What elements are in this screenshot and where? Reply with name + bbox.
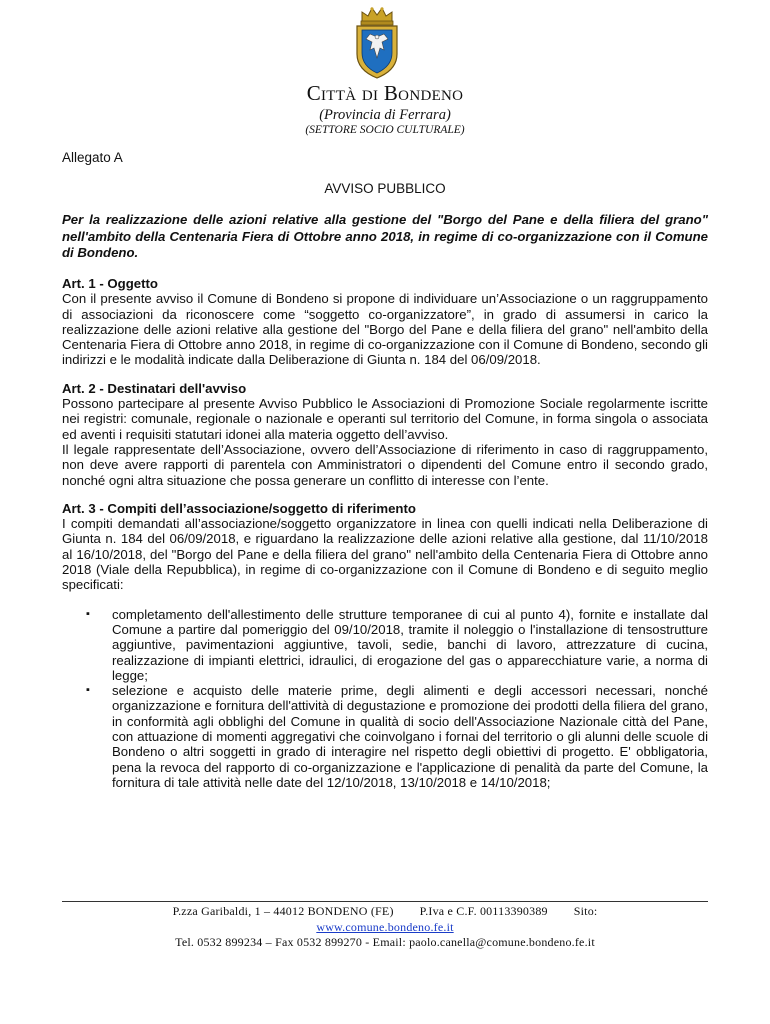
article-heading: Art. 1 - Oggetto <box>62 276 158 291</box>
article-paragraph: Possono partecipare al presente Avviso Pubblico le Associazioni di Promozione Sociale regolarmente iscritte nei registri: comunale, regionale o nazionale e operanti sul territorio del Comune, in forma singola o associata ed aventi i requisiti statutari idonei alla materia oggetto dell’avviso. <box>62 396 708 442</box>
article-paragraph: Il legale rappresentate dell’Associazione, ovvero dell’Associazione di riferimento in caso di raggruppamento, non deve avere rapporti di parentela con Amministratori o dipendenti del Comune entro il secondo grado, nonché ogni altra situazione che possa generare un conflitto di interesse con l’ente. <box>62 441 708 488</box>
article-2 <box>62 381 708 488</box>
document-body <box>62 276 708 803</box>
list-item: ▪ selezione e acquisto delle materie prime, degli alimenti e degli accessori necessari, nonché organizzazione e fornitura dell'attività di degustazione e promozione dei prodotti della filiera del grano, in conformità agli obblighi del Comune in qualità di socio dell'Associazione Nazionale città del Pane, con attuazione di momenti aggregativi che coinvolgano i fornai del territorio o gli alunni delle scuole di Bondeno o altri soggetti in grado di interagire nel rispetto degli obiettivi di progetto. E' obbligatoria, pena la revoca del rapporto di co-organizzazione e l'applicazione di penalità da parte del Comune, la fornitura di tale attività nelle date del 12/10/2018, 13/10/2018 e 14/10/2018; <box>112 683 708 790</box>
footer-site-label: Sito: <box>573 904 598 918</box>
article-3 <box>62 501 708 790</box>
article-paragraph: I compiti demandati all’associazione/soggetto organizzatore in linea con quelli indicati nella Deliberazione di Giunta n. 184 del 06/09/2018, e riguardano la realizzazione delle azioni relative alla gestione, dal 11/10/2018 al 16/10/2018, del "Borgo del Pane e della filiera del grano" nell'ambito della Centenaria Fiera di Ottobre anno 2018 (Viale della Repubblica), in regime di co-organizzazione con il Comune di Bondeno e di seguito meglio specificati: <box>62 516 708 593</box>
task-list <box>62 607 708 791</box>
attachment-label: Allegato A <box>62 150 123 165</box>
footer-vat: P.Iva e C.F. 00113390389 <box>419 904 548 918</box>
article-1 <box>62 276 708 368</box>
document-title: AVVISO PUBBLICO <box>324 181 446 196</box>
sector-name: (SETTORE SOCIO CULTURALE) <box>305 124 465 136</box>
province-name: (Provincia di Ferrara) <box>319 107 451 123</box>
footer-address-line <box>0 904 770 919</box>
article-paragraph: Con il presente avviso il Comune di Bondeno si propone di individuare un’Associazione o un raggruppamento di associazioni da riconoscere come “soggetto co-organizzatore”, in grado di assumersi in carico la realizzazione delle azioni relative alla gestione del "Borgo del Pane e della filiera del grano" nell'ambito della Centenaria Fiera di Ottobre anno 2018, in regime di co-organizzazione con il Comune di Bondeno, secondo gli indirizzi e le modalità indicate dalla Deliberazione di Giunta n. 184 del 06/09/2018. <box>62 291 708 368</box>
coat-of-arms-icon <box>348 6 406 80</box>
list-item: ▪ completamento dell'allestimento delle strutture temporanee di cui al punto 4), fornite e installate dal Comune a partire dal pomeriggio del 09/10/2018, tramite il noleggio o l'installazione di tensostrutture aggiuntive, pavimentazioni aggiuntive, tavoli, sedie, banchi di lavoro, attrezzature di cucina, realizzazione di impianti elettrici, idraulici, di erogazione del gas o apparecchiature varie, a norma di legge; <box>112 607 708 683</box>
footer-address: P.zza Garibaldi, 1 – 44012 BONDENO (FE) <box>172 904 394 918</box>
footer-website-link[interactable]: www.comune.bondeno.fe.it <box>316 920 454 934</box>
document-intro: Per la realizzazione delle azioni relative alla gestione del "Borgo del Pane e della filiera del grano" nell'ambito della Centenaria Fiera di Ottobre anno 2018, in regime di co-organizzazione con il Comune di Bondeno. <box>62 212 708 260</box>
city-name: Città di Bondeno <box>306 81 464 105</box>
footer-contacts: Tel. 0532 899234 – Fax 0532 899270 - Email: paolo.canella@comune.bondeno.fe.it <box>175 935 595 949</box>
article-heading: Art. 3 - Compiti dell’associazione/soggetto di riferimento <box>62 500 416 516</box>
footer-divider <box>62 901 708 902</box>
article-heading: Art. 2 - Destinatari dell'avviso <box>62 380 247 396</box>
